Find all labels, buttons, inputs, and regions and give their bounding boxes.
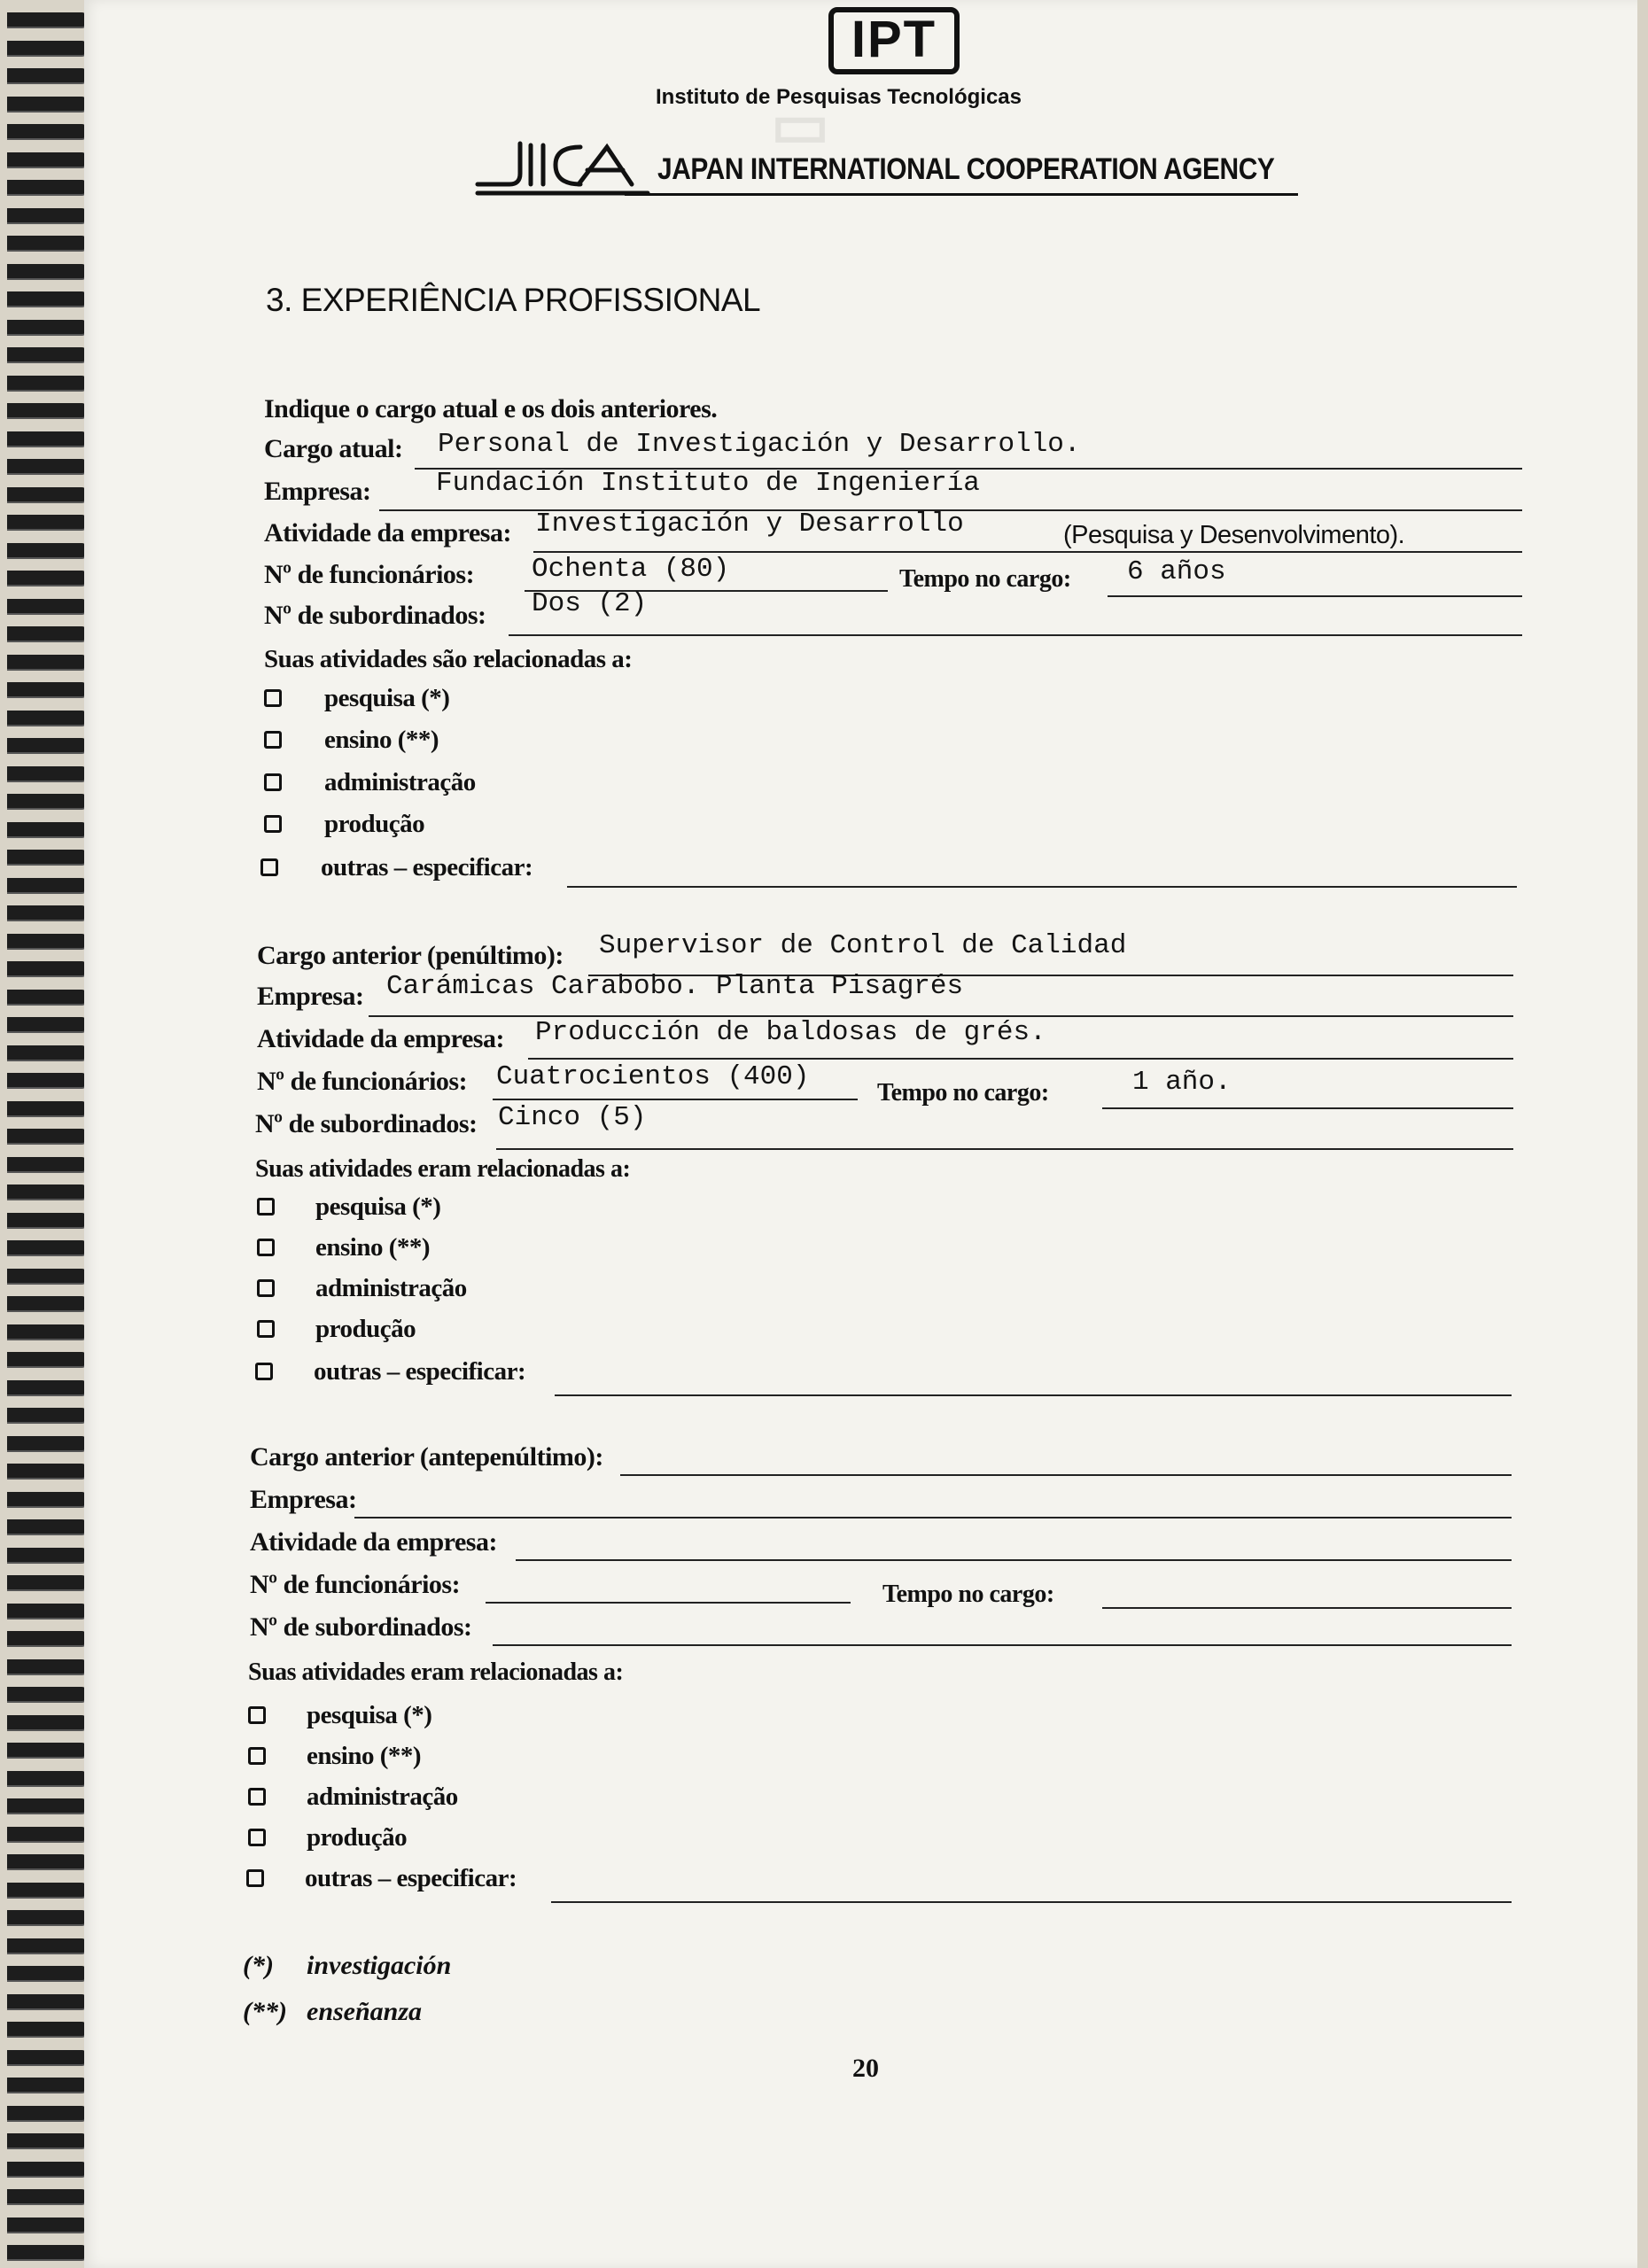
spiral-loop (7, 850, 89, 864)
spiral-loop (7, 236, 89, 250)
current-atividade-label: Atividade da empresa: (264, 518, 511, 548)
footnote-2-marker: (**) (243, 1997, 287, 2026)
prev1-outras-line[interactable] (555, 1394, 1512, 1396)
spiral-loop (7, 711, 89, 725)
spiral-loop (7, 1519, 89, 1534)
prev1-option-outras: outras – especificar: (314, 1357, 526, 1386)
spiral-loop (7, 2245, 89, 2259)
spiral-loop (7, 1324, 89, 1339)
spiral-loop (7, 1575, 89, 1589)
spiral-loop (7, 822, 89, 836)
prev1-atividade-line (528, 1058, 1513, 1060)
spiral-loop (7, 878, 89, 892)
current-cargo-value[interactable]: Personal de Investigación y Desarrollo. (438, 429, 1081, 460)
prev2-option-ensino: ensino (**) (307, 1742, 422, 1770)
spiral-loop (7, 487, 89, 501)
spiral-loop (7, 1045, 89, 1060)
spiral-loop (7, 180, 89, 194)
current-cargo-label: Cargo atual: (264, 434, 403, 463)
prev2-checkbox-outras[interactable] (246, 1869, 264, 1887)
current-subordinados-label: Nº de subordinados: (264, 601, 486, 630)
spiral-loop (7, 655, 89, 669)
spiral-loop (7, 97, 89, 111)
prev1-funcionarios-line (493, 1099, 858, 1100)
spiral-loop (7, 68, 89, 82)
current-option-pesquisa: pesquisa (*) (324, 684, 450, 712)
spiral-loop (7, 347, 89, 361)
spiral-loop (7, 2133, 89, 2148)
prev2-option-producao: produção (307, 1823, 408, 1852)
spiral-loop (7, 1854, 89, 1868)
spiral-loop (7, 1213, 89, 1227)
spiral-loop (7, 682, 89, 696)
current-option-ensino: ensino (**) (324, 726, 439, 754)
spiral-loop (7, 1659, 89, 1674)
prev1-cargo-label: Cargo anterior (penúltimo): (257, 941, 564, 970)
current-tempo-line (1108, 595, 1522, 597)
prev1-cargo-value[interactable]: Supervisor de Control de Calidad (599, 930, 1127, 961)
current-funcionarios-value[interactable]: Ochenta (80) (532, 554, 730, 585)
spiral-loop (7, 961, 89, 975)
spiral-loop (7, 1994, 89, 2008)
current-funcionarios-label: Nº de funcionários: (264, 560, 475, 589)
spiral-loop (7, 1827, 89, 1841)
current-option-administracao: administração (324, 768, 476, 796)
prev2-checkbox-producao[interactable] (248, 1829, 266, 1846)
prev1-checkbox-producao[interactable] (257, 1320, 275, 1338)
spiral-loop (7, 1687, 89, 1701)
spiral-loop (7, 1101, 89, 1115)
spiral-loop (7, 990, 89, 1004)
spiral-loop (7, 1436, 89, 1450)
bleed-through-logo: ▭ (771, 90, 830, 159)
current-checkbox-administracao[interactable] (264, 773, 282, 791)
prev1-option-ensino: ensino (**) (315, 1233, 431, 1262)
jica-logo (474, 138, 651, 200)
spiral-loop (7, 1269, 89, 1283)
current-atividade-value[interactable]: Investigación y Desarrollo (535, 509, 964, 540)
spiral-loop (7, 41, 89, 55)
section-title: 3. EXPERIÊNCIA PROFISSIONAL (266, 282, 761, 318)
spiral-loop (7, 738, 89, 752)
spiral-loop (7, 1017, 89, 1031)
spiral-loop (7, 1883, 89, 1897)
prev1-tempo-value[interactable]: 1 año. (1132, 1067, 1232, 1098)
prev1-tempo-line (1102, 1107, 1513, 1109)
prev2-cargo-line[interactable] (620, 1474, 1512, 1476)
prev1-subordinados-value[interactable]: Cinco (5) (498, 1102, 647, 1133)
prev2-subordinados-line[interactable] (493, 1644, 1512, 1646)
footnote-1-text: investigación (307, 1951, 452, 1980)
prev2-outras-line[interactable] (551, 1901, 1512, 1903)
spiral-loop (7, 2106, 89, 2120)
prev2-option-pesquisa: pesquisa (*) (307, 1701, 432, 1729)
spiral-loop (7, 515, 89, 529)
prev1-empresa-label: Empresa: (257, 982, 364, 1011)
spiral-loop (7, 291, 89, 306)
svg-text:JICA: JICA (474, 138, 477, 139)
current-subordinados-value[interactable]: Dos (2) (532, 588, 648, 619)
spiral-loop (7, 1938, 89, 1953)
page-number: 20 (852, 2054, 879, 2083)
current-option-producao: produção (324, 810, 425, 838)
spiral-loop (7, 459, 89, 473)
spiral-loop (7, 1408, 89, 1422)
spiral-loop (7, 1184, 89, 1199)
spiral-loop (7, 1910, 89, 1924)
spiral-loop (7, 571, 89, 585)
spiral-loop (7, 1073, 89, 1087)
current-checkbox-ensino[interactable] (264, 731, 282, 749)
prev2-checkbox-administracao[interactable] (248, 1788, 266, 1806)
prev1-checkbox-ensino[interactable] (257, 1239, 275, 1256)
prev2-empresa-label: Empresa: (250, 1485, 357, 1514)
prev2-option-administracao: administração (307, 1783, 458, 1811)
spiral-loop (7, 2078, 89, 2092)
current-option-outras: outras – especificar: (321, 853, 533, 882)
prev2-atividade-label: Atividade da empresa: (250, 1527, 497, 1557)
spiral-loop (7, 1464, 89, 1478)
prev1-subordinados-line (496, 1148, 1513, 1150)
spiral-loop (7, 1380, 89, 1394)
current-outras-line[interactable] (567, 886, 1517, 888)
spiral-loop (7, 1743, 89, 1757)
prev2-funcionarios-line[interactable] (486, 1602, 851, 1604)
spiral-loop (7, 794, 89, 808)
spiral-loop (7, 905, 89, 920)
spiral-loop (7, 1240, 89, 1254)
spiral-loop (7, 1771, 89, 1785)
prev1-checkbox-outras[interactable] (255, 1363, 273, 1380)
spiral-loop (7, 626, 89, 641)
prev1-empresa-value[interactable]: Carámicas Carabobo. Planta Pisagrés (386, 971, 964, 1002)
prev1-atividade-value[interactable]: Producción de baldosas de grés. (535, 1017, 1046, 1048)
spiral-loop (7, 2162, 89, 2176)
current-atividade-line (533, 551, 1522, 553)
prev1-option-pesquisa: pesquisa (*) (315, 1192, 441, 1221)
spiral-loop (7, 2189, 89, 2203)
spiral-loop (7, 1296, 89, 1310)
spiral-loop (7, 1631, 89, 1645)
prev1-checkbox-administracao[interactable] (257, 1279, 275, 1297)
prev1-rel-label: Suas atividades eram relacionadas a: (255, 1155, 631, 1183)
spiral-loop (7, 12, 89, 27)
spiral-loop (7, 208, 89, 222)
prev1-funcionarios-value[interactable]: Cuatrocientos (400) (496, 1061, 810, 1092)
spiral-loop (7, 320, 89, 334)
ipt-logo: IPT (828, 7, 960, 74)
current-rel-label: Suas atividades são relacionadas a: (264, 645, 633, 673)
spiral-loop (7, 1129, 89, 1143)
prev2-checkbox-ensino[interactable] (248, 1747, 266, 1765)
spiral-loop (7, 2022, 89, 2036)
spiral-loop (7, 403, 89, 417)
jica-underline (625, 193, 1298, 196)
intro-text: Indique o cargo atual e os dois anteriores. (264, 394, 718, 423)
prev2-funcionarios-label: Nº de funcionários: (250, 1570, 461, 1599)
prev2-empresa-line[interactable] (354, 1517, 1512, 1518)
current-empresa-value[interactable]: Fundación Instituto de Ingeniería (436, 468, 980, 499)
prev2-atividade-line[interactable] (516, 1559, 1512, 1561)
spiral-loop (7, 934, 89, 948)
spiral-loop (7, 1966, 89, 1980)
spiral-loop (7, 1492, 89, 1506)
prev1-option-producao: produção (315, 1315, 416, 1343)
institute-name: Instituto de Pesquisas Tecnológicas (656, 85, 1022, 109)
current-tempo-label: Tempo no cargo: (899, 565, 1071, 593)
spiral-loop (7, 431, 89, 446)
spiral-loop (7, 543, 89, 557)
spiral-loop (7, 264, 89, 278)
spiral-binding (0, 0, 97, 2268)
spiral-loop (7, 1157, 89, 1171)
page-edge (1637, 0, 1648, 2268)
spiral-loop (7, 1548, 89, 1562)
prev2-tempo-label: Tempo no cargo: (882, 1581, 1054, 1608)
spiral-loop (7, 1352, 89, 1366)
prev2-subordinados-label: Nº de subordinados: (250, 1612, 472, 1642)
current-checkbox-producao[interactable] (264, 815, 282, 833)
spiral-loop (7, 1604, 89, 1618)
footnote-1-marker: (*) (243, 1951, 274, 1980)
prev1-funcionarios-label: Nº de funcionários: (257, 1067, 468, 1096)
prev2-rel-label: Suas atividades eram relacionadas a: (248, 1658, 624, 1686)
prev2-tempo-line[interactable] (1102, 1607, 1512, 1609)
footnote-2-text: enseñanza (307, 1997, 423, 2026)
spiral-loop (7, 1798, 89, 1813)
prev2-cargo-label: Cargo anterior (antepenúltimo): (250, 1442, 603, 1472)
prev2-option-outras: outras – especificar: (305, 1864, 517, 1892)
spiral-loop (7, 1715, 89, 1729)
current-atividade-note: (Pesquisa y Desenvolvimento). (1063, 521, 1405, 549)
spiral-loop (7, 2218, 89, 2232)
spiral-loop (7, 599, 89, 613)
spiral-loop (7, 2050, 89, 2064)
current-tempo-value[interactable]: 6 años (1127, 556, 1226, 587)
prev1-atividade-label: Atividade da empresa: (257, 1024, 504, 1053)
current-subordinados-line (509, 634, 1522, 636)
current-checkbox-outras[interactable] (260, 858, 278, 876)
spiral-loop (7, 152, 89, 167)
spiral-loop (7, 124, 89, 138)
prev2-checkbox-pesquisa[interactable] (248, 1706, 266, 1724)
prev1-option-administracao: administração (315, 1274, 467, 1302)
prev1-subordinados-label: Nº de subordinados: (255, 1109, 478, 1138)
current-empresa-label: Empresa: (264, 477, 371, 506)
current-checkbox-pesquisa[interactable] (264, 689, 282, 707)
spiral-loop (7, 376, 89, 390)
jica-name: JAPAN INTERNATIONAL COOPERATION AGENCY (657, 152, 1275, 186)
prev1-checkbox-pesquisa[interactable] (257, 1198, 275, 1216)
spiral-loop (7, 766, 89, 781)
prev1-tempo-label: Tempo no cargo: (877, 1079, 1049, 1107)
